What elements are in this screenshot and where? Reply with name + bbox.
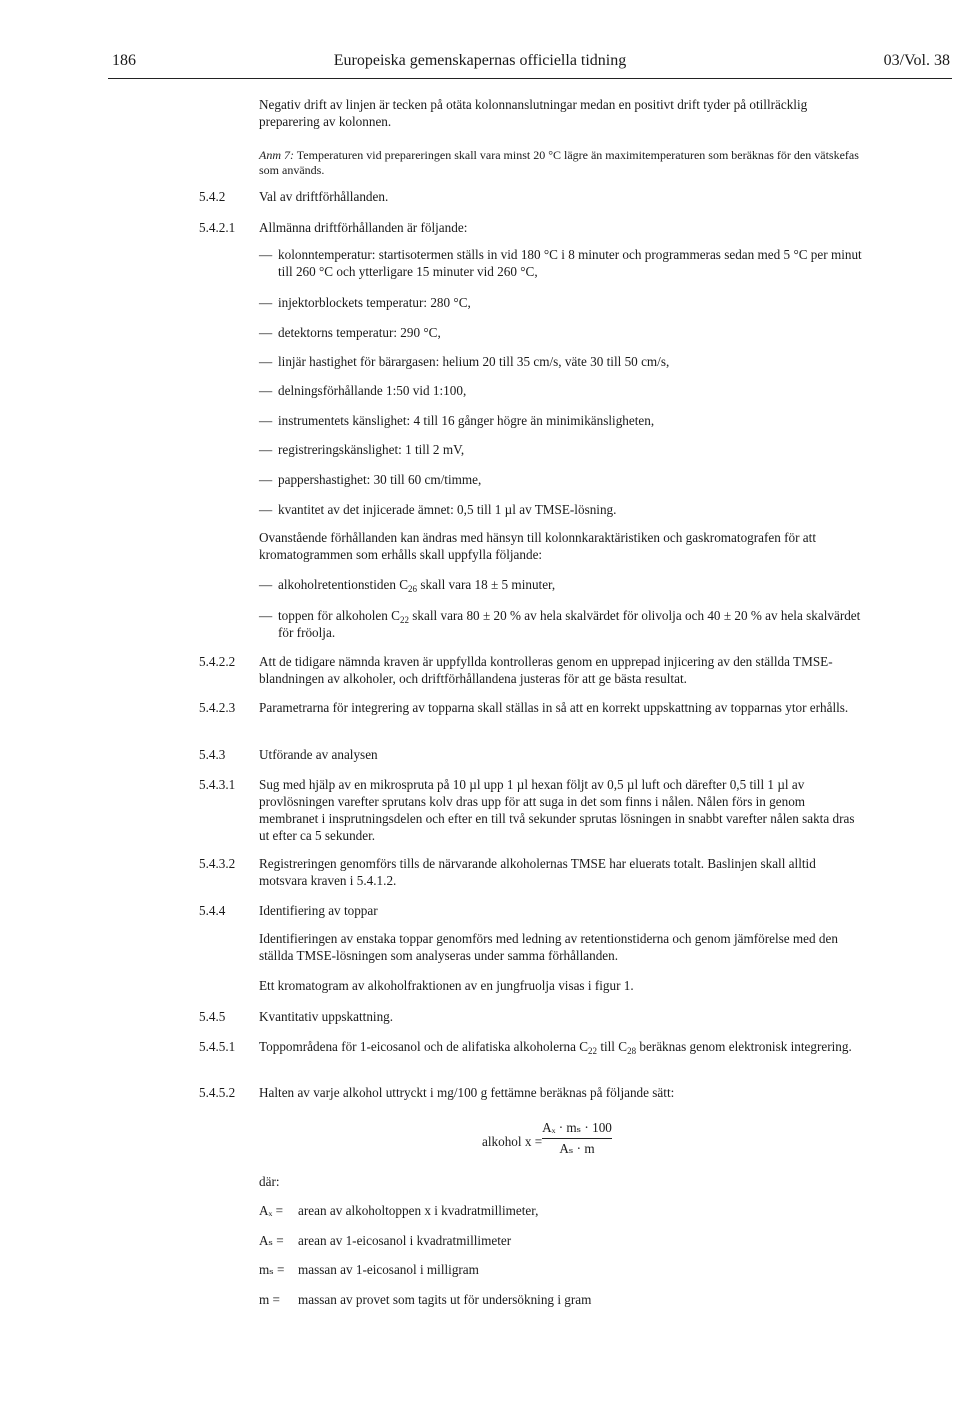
- list-item: — toppen för alkoholen $C_{22}$ skall vara 80 ± 20 % av hela skalvärdet för olivolja och 40 ± 20 % av hela skalvärdet för fröolja.: [259, 608, 861, 640]
- list-item: — injektorblockets temperatur: 280 °C,: [259, 295, 471, 310]
- page-number: 186: [112, 52, 136, 69]
- list-item: — alkoholretentionstiden $C_{26}$ skall vara 18 ± 5 minuter,: [259, 577, 556, 594]
- volume-label: 03/Vol. 38: [883, 52, 950, 69]
- where-label: där:: [259, 1174, 280, 1189]
- note-7: [259, 148, 866, 178]
- page-header: [0, 52, 960, 74]
- section-text: Sug med hjälp av en mikrospruta på 10 µl upp 1 µl hexan följt av 0,5 µl luft och därefter 0,5 till 1 µl av provlösningen varefter sprutans kolv dras upp för att suga in det som finns i nålen. Nålen förs in genom membranet i insprutningsdelen och efter en till två sekunder sprutas lösningen in snabbt varefter nålen sakta dras ut efter ca 5 sekunder.: [259, 777, 855, 843]
- section-text: Att de tidigare nämnda kraven är uppfyllda kontrolleras genom en upprepad injicering av den ställda TMSE-blandningen av alkoholer, och driftförhållandena justeras för att ge bästa resultat.: [259, 654, 833, 686]
- note-text: Temperaturen vid prepareringen skall vara minst 20 °C lägre än maximitemperaturen som beräknas för den vätskefas som används.: [259, 148, 859, 177]
- section-text: Ett kromatogram av alkoholfraktionen av en jungfruolja visas i figur 1.: [259, 978, 634, 993]
- formula-lhs: alkohol x =: [482, 1134, 543, 1149]
- list-item: — registreringskänslighet: 1 till 2 mV,: [259, 442, 465, 457]
- section-number: 5.4.2.3: [199, 700, 236, 715]
- list-item: — kvantitet av det injicerade ämnet: 0,5 till 1 µl av TMSE-lösning.: [259, 502, 617, 517]
- section-text: Parametrarna för integrering av topparna skall ställas in så att en korrekt uppskattning av topparnas ytor erhålls.: [259, 700, 849, 715]
- def-text: arean av 1-eicosanol i kvadratmillimeter: [298, 1233, 512, 1248]
- list-item: — delningsförhållande 1:50 vid 1:100,: [259, 383, 467, 398]
- def-text: arean av alkoholtoppen x i kvadratmillimeter,: [298, 1203, 539, 1218]
- formula-denominator: Aₛ · m: [559, 1141, 595, 1156]
- formula: [482, 1120, 722, 1165]
- section-text: Identifieringen av enstaka toppar genomförs med ledning av retentionstiderna och genom jämförelse med den ställda TMSE-lösningen som analyseras under samma förhållanden.: [259, 931, 838, 963]
- formula-fraction: [542, 1120, 612, 1157]
- def-symbol: m =: [259, 1292, 280, 1307]
- section-number: 5.4.2.1: [199, 220, 236, 235]
- def-text: massan av 1-eicosanol i milligram: [298, 1262, 479, 1277]
- def-symbol: mₛ =: [259, 1262, 285, 1277]
- section-number: 5.4.5.1: [199, 1039, 236, 1054]
- section-number: 5.4.5: [199, 1009, 226, 1024]
- section-title: Val av driftförhållanden.: [259, 189, 389, 204]
- conditions-paragraph: Ovanstående förhållanden kan ändras med hänsyn till kolonnkaraktäristiken och gaskromatografen för att kromatogrammen som erhålls skall uppfylla följande:: [259, 530, 816, 562]
- section-title: Identifiering av toppar: [259, 903, 378, 918]
- list-item: — pappershastighet: 30 till 60 cm/timme,: [259, 472, 482, 487]
- formula-numerator: Aₓ · mₛ · 100: [542, 1120, 612, 1139]
- journal-title: Europeiska gemenskapernas officiella tidning: [333, 52, 627, 69]
- section-text: Toppområdena för 1-eicosanol och de alifatiska alkoholerna $C_{22}$ till $C_{28}$ beräknas genom elektronisk integrering.: [259, 1039, 852, 1056]
- section-number: 5.4.3.2: [199, 856, 236, 871]
- section-number: 5.4.4: [199, 903, 226, 918]
- list-item: — kolonntemperatur: startisotermen ställs in vid 180 °C i 8 minuter och programmeras sedan med 5 °C per minut till 260 °C och ytterligare 15 minuter vid 260 °C,: [259, 247, 862, 279]
- list-item: — detektorns temperatur: 290 °C,: [259, 325, 441, 340]
- def-symbol: Aₛ =: [259, 1233, 284, 1248]
- list-item: — linjär hastighet för bärargasen: helium 20 till 35 cm/s, väte 30 till 50 cm/s,: [259, 354, 670, 369]
- section-number: 5.4.2: [199, 189, 226, 204]
- section-text: Registreringen genomförs tills de närvarande alkoholernas TMSE har eluerats totalt. Baslinjen skall alltid motsvara kraven i 5.4.1.2.: [259, 856, 816, 888]
- note-label: Anm 7:: [259, 148, 294, 162]
- section-number: 5.4.3.1: [199, 777, 236, 792]
- intro-paragraph: Negativ drift av linjen är tecken på otäta kolonnanslutningar medan en positivt drift tyder på otillräcklig preparering av kolonnen.: [259, 97, 808, 129]
- def-symbol: Aₓ =: [259, 1203, 284, 1218]
- header-rule: [108, 78, 952, 79]
- section-number: 5.4.3: [199, 747, 226, 762]
- section-lead: Allmänna driftförhållanden är följande:: [259, 220, 468, 235]
- section-number: 5.4.5.2: [199, 1085, 236, 1100]
- section-text: Halten av varje alkohol uttryckt i mg/100 g fettämne beräknas på följande sätt:: [259, 1085, 675, 1100]
- section-number: 5.4.2.2: [199, 654, 236, 669]
- section-title: Kvantitativ uppskattning.: [259, 1009, 394, 1024]
- list-item: — instrumentets känslighet: 4 till 16 gånger högre än minimikänsligheten,: [259, 413, 655, 428]
- section-title: Utförande av analysen: [259, 747, 378, 762]
- def-text: massan av provet som tagits ut för undersökning i gram: [298, 1292, 592, 1307]
